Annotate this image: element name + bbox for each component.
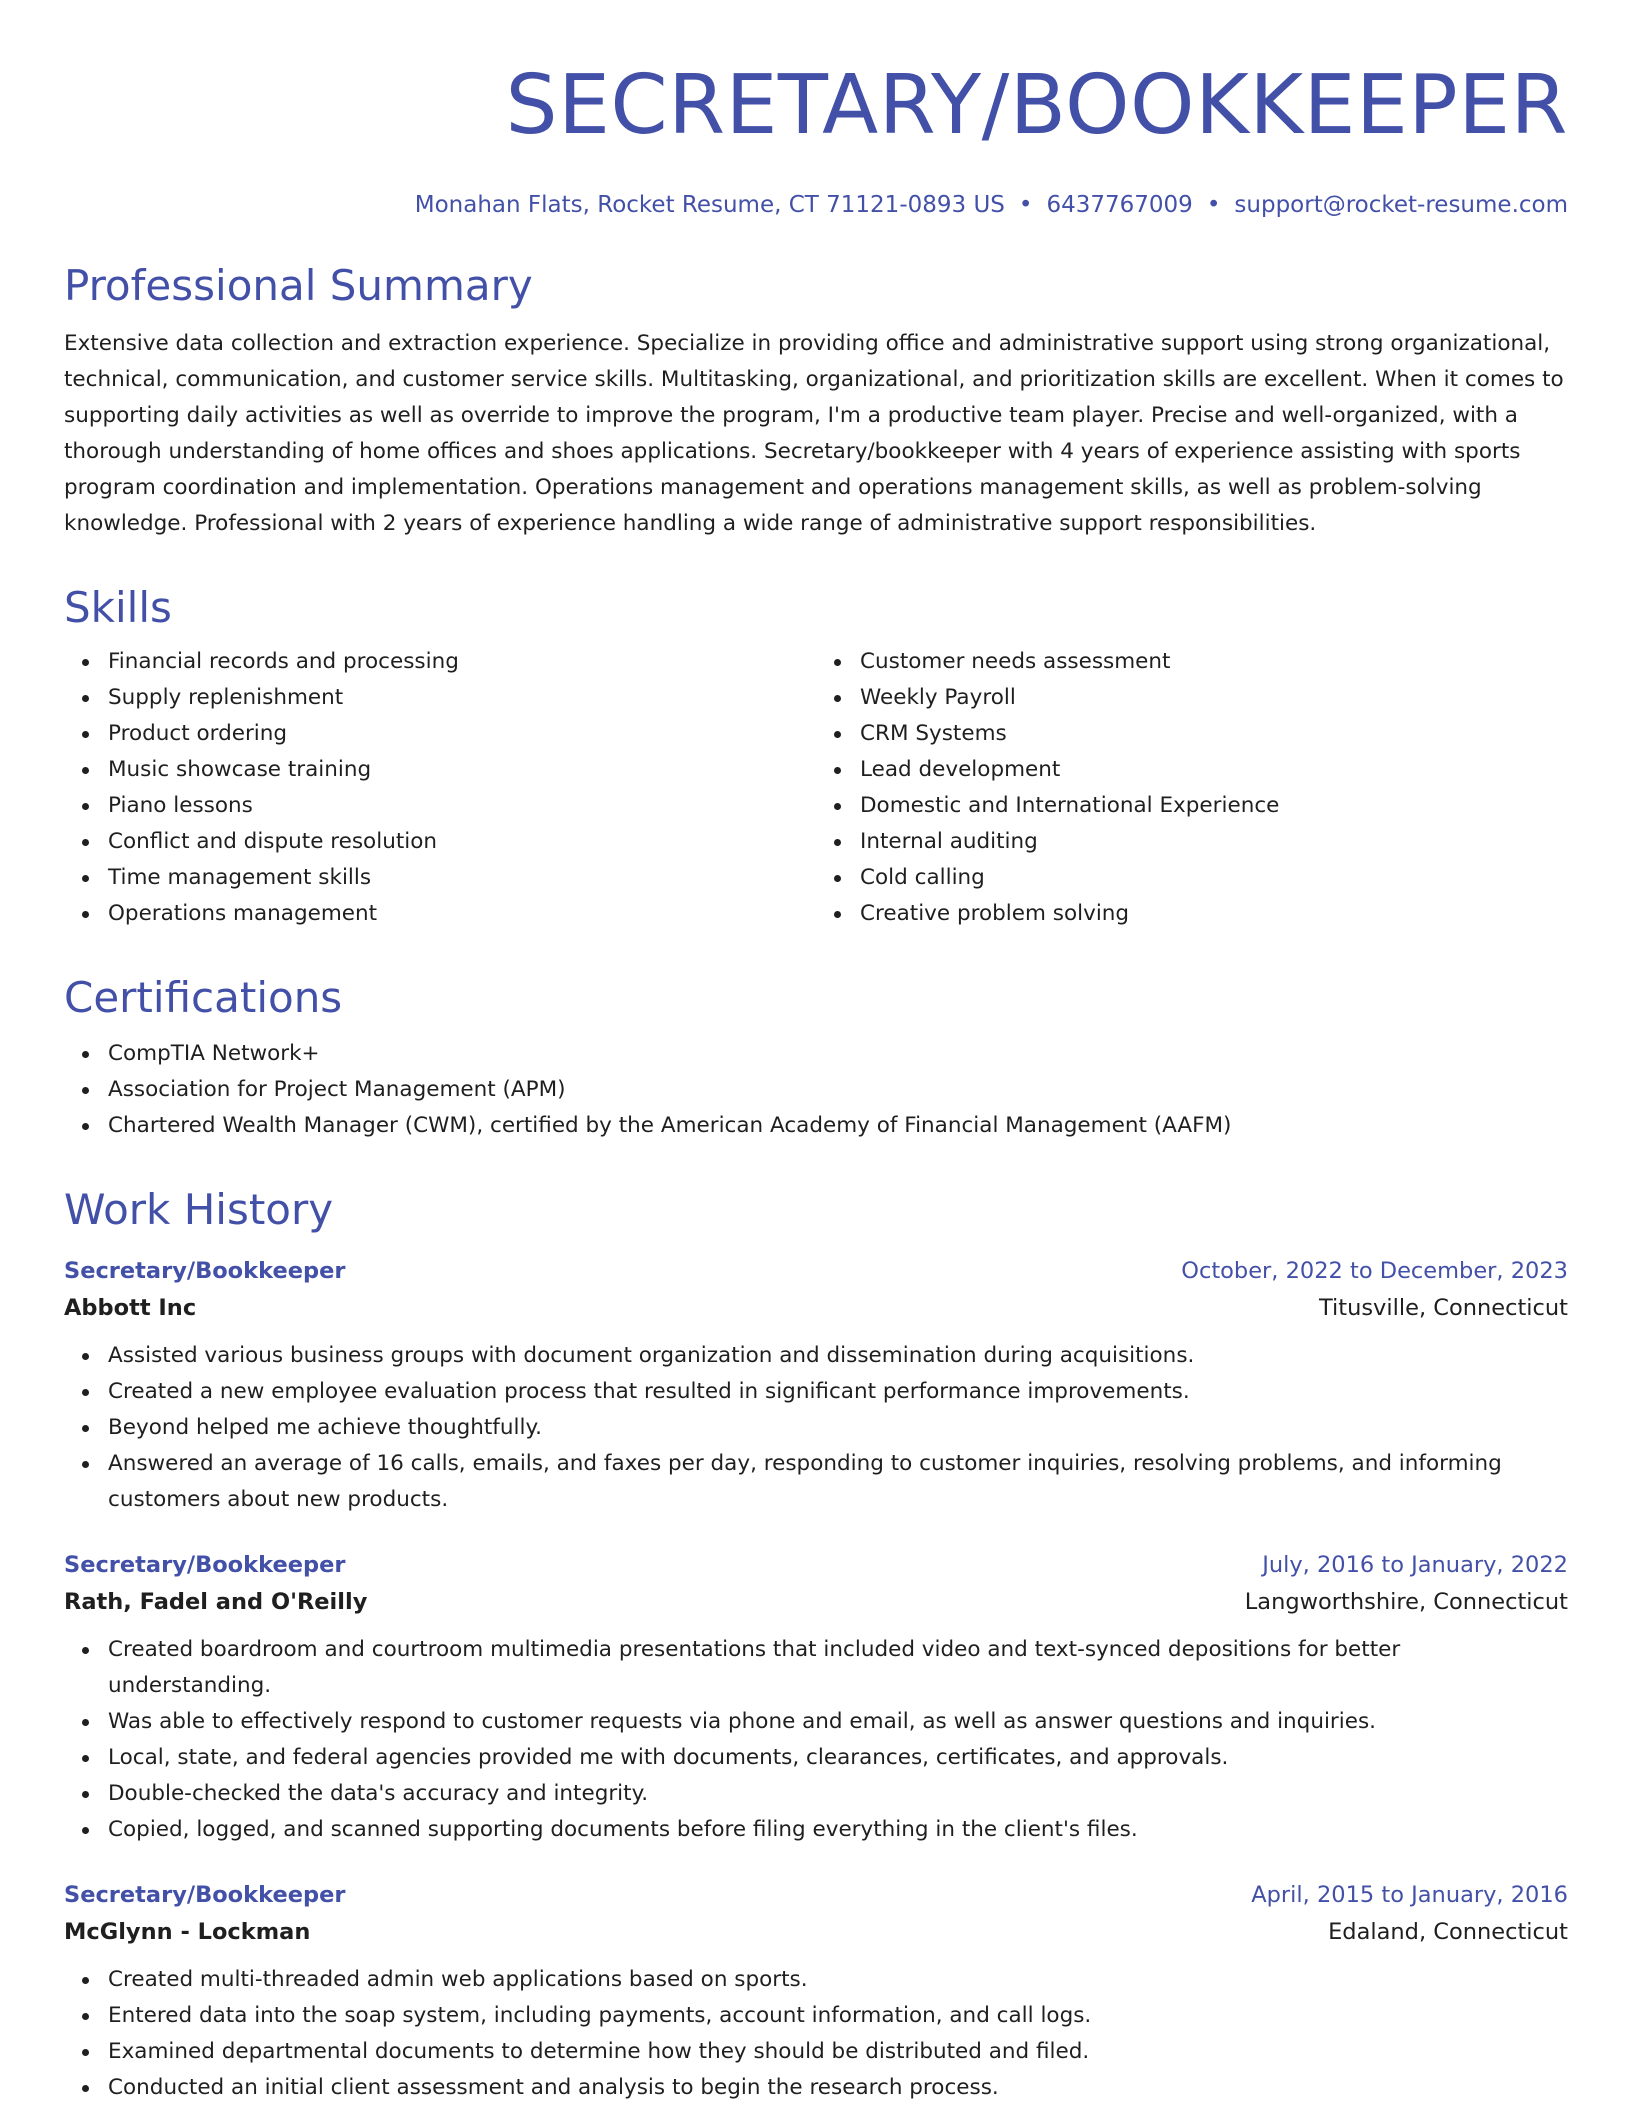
job-dates: April, 2015 to January, 2016: [1251, 1882, 1568, 1908]
skill-item: Customer needs assessment: [860, 644, 1568, 680]
certifications-heading: Certifications: [64, 973, 343, 1022]
job-bullet: Entered data into the soap system, including payments, account information, and call logs.: [108, 1998, 1568, 2034]
skill-item: Conflict and dispute resolution: [108, 824, 816, 860]
job-company: McGlynn - Lockman: [64, 1919, 311, 1945]
contact-address: Monahan Flats, Rocket Resume, CT 71121-0893 US: [414, 192, 1005, 218]
skills-heading: Skills: [64, 583, 172, 632]
certification-item: Chartered Wealth Manager (CWM), certified by the American Academy of Financial Management (AAFM): [108, 1108, 1568, 1144]
certification-item: CompTIA Network+: [108, 1036, 1568, 1072]
job-location: Titusville, Connecticut: [1318, 1295, 1568, 1321]
skill-item: Domestic and International Experience: [860, 788, 1568, 824]
job-bullet: Was able to effectively respond to customer requests via phone and email, as well as answer questions and inquiries.: [108, 1704, 1568, 1740]
skills-columns: [64, 644, 1568, 932]
job-bullet: Copied, logged, and scanned supporting documents before filing everything in the client's files.: [108, 1812, 1568, 1848]
skill-item: Supply replenishment: [108, 680, 816, 716]
job-bullet: Double-checked the data's accuracy and integrity.: [108, 1776, 1568, 1812]
job-title: Secretary/Bookkeeper: [64, 1882, 346, 1908]
skill-item: Time management skills: [108, 860, 816, 896]
contact-separator: •: [1018, 192, 1033, 218]
job-bullet: Answered an average of 16 calls, emails, and faxes per day, responding to customer inquiries, resolving problems, and informing customers about new products.: [108, 1446, 1568, 1518]
job-bullet: Beyond helped me achieve thoughtfully.: [108, 1410, 1568, 1446]
job-entry: [64, 1548, 1568, 1848]
job-bullets: [64, 1338, 1568, 1518]
summary-text: Extensive data collection and extraction experience. Specialize in providing office and administrative support using strong organizational, technical, communication, and customer service skills. Multitasking, organizational, and prioritization skills are excellent. When it comes to supporting daily activities as well as override to improve the program, I'm a productive team player. Precise and well-organized, with a thorough understanding of home offices and shoes applications. Secretary/bookkeeper with 4 years of experience assisting with sports program coordination and implementation. Operations management and operations management skills, as well as problem-solving knowledge. Professional with 2 years of experience handling a wide range of administrative support responsibilities.: [64, 331, 1564, 536]
contact-phone: 6437767009: [1046, 192, 1193, 218]
skills-list-left: [64, 644, 816, 932]
job-dates: July, 2016 to January, 2022: [1262, 1552, 1568, 1578]
skill-item: CRM Systems: [860, 716, 1568, 752]
contact-email[interactable]: support@rocket-resume.com: [1234, 192, 1568, 218]
job-company: Rath, Fadel and O'Reilly: [64, 1589, 368, 1615]
job-bullet: Conducted an initial client assessment and analysis to begin the research process.: [108, 2070, 1568, 2106]
job-title: Secretary/Bookkeeper: [64, 1552, 346, 1578]
skill-item: Creative problem solving: [860, 896, 1568, 932]
skill-item: Music showcase training: [108, 752, 816, 788]
skill-item: Financial records and processing: [108, 644, 816, 680]
certifications-list: [64, 1036, 1568, 1144]
skill-item: Cold calling: [860, 860, 1568, 896]
job-bullet: Created a new employee evaluation process that resulted in significant performance improvements.: [108, 1374, 1568, 1410]
summary-heading: Professional Summary: [64, 261, 533, 310]
job-bullets: [64, 1962, 1568, 2106]
skill-item: Piano lessons: [108, 788, 816, 824]
certification-item: Association for Project Management (APM): [108, 1072, 1568, 1108]
job-location: Langworthshire, Connecticut: [1244, 1589, 1568, 1615]
job-title: Secretary/Bookkeeper: [64, 1258, 346, 1284]
skill-item: Product ordering: [108, 716, 816, 752]
job-bullet: Assisted various business groups with document organization and dissemination during acquisitions.: [108, 1338, 1568, 1374]
job-bullet: Created multi-threaded admin web applications based on sports.: [108, 1962, 1568, 1998]
job-location: Edaland, Connecticut: [1328, 1919, 1568, 1945]
contact-line: [64, 190, 1568, 220]
job-bullets: [64, 1632, 1568, 1848]
skill-item: Weekly Payroll: [860, 680, 1568, 716]
job-bullet: Examined departmental documents to determine how they should be distributed and filed.: [108, 2034, 1568, 2070]
work-history-heading: Work History: [64, 1185, 334, 1234]
skills-list-right: [816, 644, 1568, 932]
contact-separator: •: [1206, 192, 1221, 218]
job-company: Abbott Inc: [64, 1295, 197, 1321]
job-bullet: Created boardroom and courtroom multimedia presentations that included video and text-synced depositions for better understanding.: [108, 1632, 1568, 1704]
job-dates: October, 2022 to December, 2023: [1181, 1258, 1568, 1284]
skill-item: Lead development: [860, 752, 1568, 788]
job-entry: [64, 1878, 1568, 2106]
skill-item: Operations management: [108, 896, 816, 932]
job-entry: [64, 1254, 1568, 1518]
skill-item: Internal auditing: [860, 824, 1568, 860]
job-bullet: Local, state, and federal agencies provided me with documents, clearances, certificates, and approvals.: [108, 1740, 1568, 1776]
candidate-title: SECRETARY/BOOKKEEPER: [505, 58, 1568, 153]
